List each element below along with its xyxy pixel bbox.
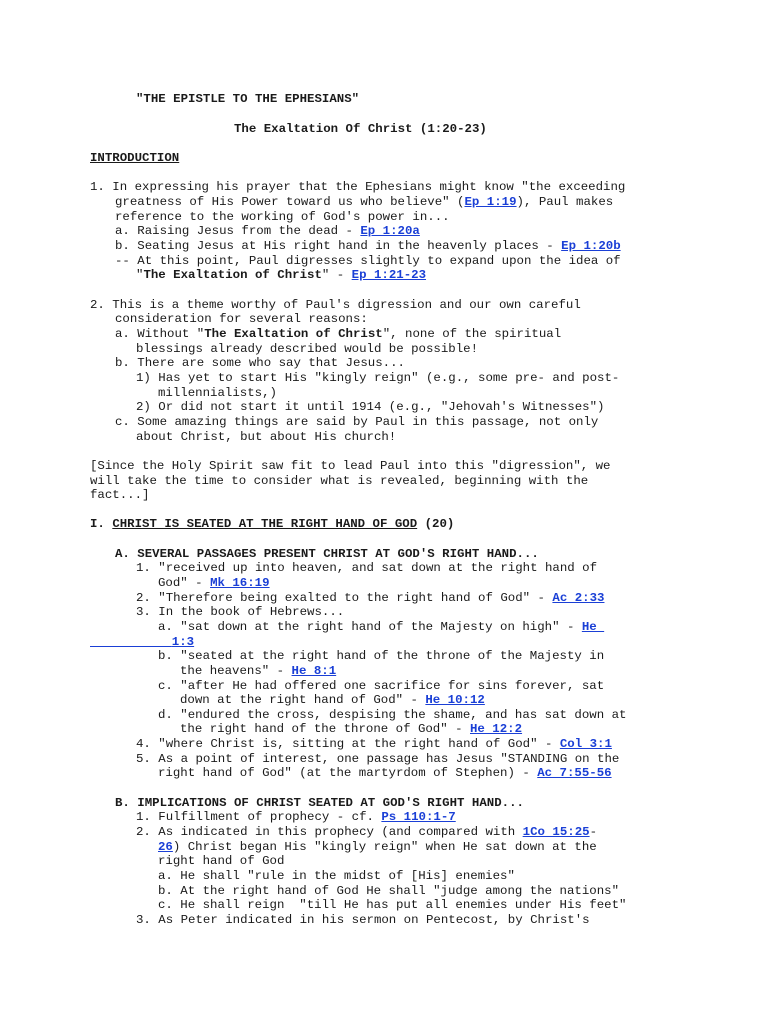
text-line [136, 561, 597, 576]
text-segment: I. [90, 517, 113, 531]
text-segment: 5. As a point of interest, one passage has Jesus "STANDING on the [136, 752, 620, 766]
text-segment: -- At this point, Paul digresses slightly to expand upon the idea of [115, 254, 621, 268]
text-segment: the heavens" - [180, 664, 292, 678]
text-line [158, 679, 604, 694]
document-subtitle: The Exaltation Of Christ (1:20-23) [234, 122, 487, 136]
text-line [158, 840, 597, 855]
text-line [136, 913, 590, 928]
scripture-link[interactable]: He 10:12 [425, 693, 485, 707]
text-line [115, 547, 539, 562]
text-segment: b. Seating Jesus at His right hand in the heavenly places - [115, 239, 562, 253]
document-title: "THE EPISTLE TO THE EPHESIANS" [136, 92, 360, 106]
text-line [158, 620, 604, 635]
text-line [90, 459, 611, 474]
text-segment: d. "endured the cross, despising the shame, and has sat down at [158, 708, 627, 722]
text-segment: 3. As Peter indicated in his sermon on Pentecost, by Christ's [136, 913, 590, 927]
text-segment: c. "after He had offered one sacrifice for sins forever, sat [158, 679, 605, 693]
text-segment: fact...] [90, 488, 150, 502]
text-segment: right hand of God [158, 854, 285, 868]
scripture-link[interactable]: Col 3:1 [559, 737, 612, 751]
introduction-heading: INTRODUCTION [90, 151, 180, 165]
text-line [136, 605, 344, 620]
scripture-link[interactable]: Mk 16:19 [210, 576, 270, 590]
text-line [115, 239, 621, 254]
text-line [115, 210, 450, 225]
scripture-link[interactable]: Ep 1:21-23 [351, 268, 427, 282]
text-segment: B. IMPLICATIONS OF CHRIST SEATED AT GOD'S RIGHT HAND... [115, 796, 524, 810]
text-segment: a. Without " [115, 327, 205, 341]
text-line [136, 591, 604, 606]
text-segment: b. At the right hand of God He shall "judge among the nations" [158, 884, 620, 898]
scripture-link[interactable]: Ep 1:19 [464, 195, 517, 209]
text-line [158, 854, 284, 869]
text-segment: about Christ, but about His church! [136, 430, 397, 444]
text-segment: right hand of God" (at the martyrdom of Stephen) - [158, 766, 538, 780]
text-line [90, 517, 454, 532]
text-segment: " - [321, 268, 352, 282]
text-line [90, 298, 581, 313]
text-line [115, 195, 613, 210]
text-segment: millennialists,) [158, 386, 277, 400]
scripture-link[interactable] [90, 635, 172, 649]
scripture-link[interactable]: Ac 7:55-56 [537, 766, 612, 780]
text-segment: 4. "where Christ is, sitting at the right hand of God" - [136, 737, 560, 751]
scripture-link[interactable]: Ep 1:20a [360, 224, 420, 238]
text-line [158, 898, 626, 913]
text-segment: The Exaltation of Christ [204, 327, 383, 341]
text-line [115, 796, 524, 811]
scripture-link[interactable]: Ac 2:33 [552, 591, 605, 605]
text-line [136, 342, 478, 357]
text-segment: c. Some amazing things are said by Paul in this passage, not only [115, 415, 599, 429]
text-segment: b. "seated at the right hand of the throne of the Majesty in [158, 649, 605, 663]
text-line [115, 415, 598, 430]
text-line [136, 810, 456, 825]
text-segment: 2. As indicated in this prophecy (and compared with [136, 825, 523, 839]
text-segment: A. SEVERAL PASSAGES PRESENT CHRIST AT GOD'S RIGHT HAND... [115, 547, 539, 561]
text-line [136, 752, 619, 767]
text-line [136, 430, 396, 445]
text-line [136, 737, 612, 752]
text-segment: ) Christ began His "kingly reign" when He sat down at the [172, 840, 597, 854]
text-segment: consideration for several reasons: [115, 312, 368, 326]
scripture-link[interactable]: 26 [158, 840, 173, 854]
text-segment: ", none of the spiritual [382, 327, 562, 341]
text-line [158, 576, 270, 591]
text-line [136, 268, 426, 283]
text-line [90, 474, 588, 489]
text-segment: a. He shall "rule in the midst of [His] enemies" [158, 869, 515, 883]
text-segment: [Since the Holy Spirit saw fit to lead Paul into this "digression", we [90, 459, 611, 473]
scripture-link[interactable]: He [581, 620, 605, 634]
text-line [158, 869, 515, 884]
text-segment: ), Paul makes [516, 195, 614, 209]
text-line [158, 884, 619, 899]
text-segment: 1. In expressing his prayer that the Ephesians might know "the exceeding [90, 180, 626, 194]
text-line [180, 693, 485, 708]
text-segment: 1. "received up into heaven, and sat down at the right hand of [136, 561, 598, 575]
text-line [136, 825, 597, 840]
text-line [158, 708, 626, 723]
scripture-link[interactable]: 1:3 [171, 635, 195, 649]
text-segment: blessings already described would be possible! [136, 342, 479, 356]
text-segment: a. Raising Jesus from the dead - [115, 224, 361, 238]
text-line [180, 664, 336, 679]
text-segment: CHRIST IS SEATED AT THE RIGHT HAND OF GOD [112, 517, 418, 531]
text-segment: " [136, 268, 144, 282]
text-line [136, 400, 604, 415]
scripture-link[interactable]: Ep 1:20b [561, 239, 621, 253]
text-segment: 2. "Therefore being exalted to the right hand of God" - [136, 591, 553, 605]
text-segment: reference to the working of God's power in... [115, 210, 450, 224]
text-line [115, 312, 368, 327]
text-segment: 2. This is a theme worthy of Paul's digression and our own careful [90, 298, 581, 312]
text-segment: will take the time to consider what is revealed, beginning with the [90, 474, 589, 488]
text-segment: greatness of His Power toward us who believe" ( [115, 195, 465, 209]
text-segment: 1) Has yet to start His "kingly reign" (e.g., some pre- and post- [136, 371, 620, 385]
text-segment: - [589, 825, 598, 839]
text-segment: a. "sat down at the right hand of the Majesty on high" - [158, 620, 582, 634]
text-segment: b. There are some who say that Jesus... [115, 356, 405, 370]
text-segment: The Exaltation of Christ [143, 268, 322, 282]
text-segment: God" - [158, 576, 211, 590]
text-line [115, 327, 561, 342]
text-line [180, 722, 522, 737]
text-line [115, 356, 405, 371]
scripture-link[interactable]: He 12:2 [470, 722, 523, 736]
text-segment: down at the right hand of God" - [180, 693, 426, 707]
text-line [115, 224, 420, 239]
text-line [90, 635, 194, 650]
text-line [115, 254, 621, 269]
text-segment: 2) Or did not start it until 1914 (e.g., "Jehovah's Witnesses") [136, 400, 605, 414]
text-line [136, 371, 619, 386]
text-segment: 3. In the book of Hebrews... [136, 605, 345, 619]
text-segment: c. He shall reign "till He has put all enemies under His feet" [158, 898, 627, 912]
scripture-link[interactable]: He 8:1 [291, 664, 337, 678]
text-segment: the right hand of the throne of God" - [180, 722, 470, 736]
scripture-link[interactable]: 1Co 15:25 [522, 825, 590, 839]
scripture-link[interactable]: Ps 110:1-7 [381, 810, 456, 824]
text-line [90, 488, 150, 503]
text-line [158, 649, 604, 664]
text-line [158, 386, 277, 401]
text-line [90, 180, 625, 195]
text-line [158, 766, 612, 781]
text-segment: (20) [417, 517, 455, 531]
text-segment: 1. Fulfillment of prophecy - cf. [136, 810, 382, 824]
